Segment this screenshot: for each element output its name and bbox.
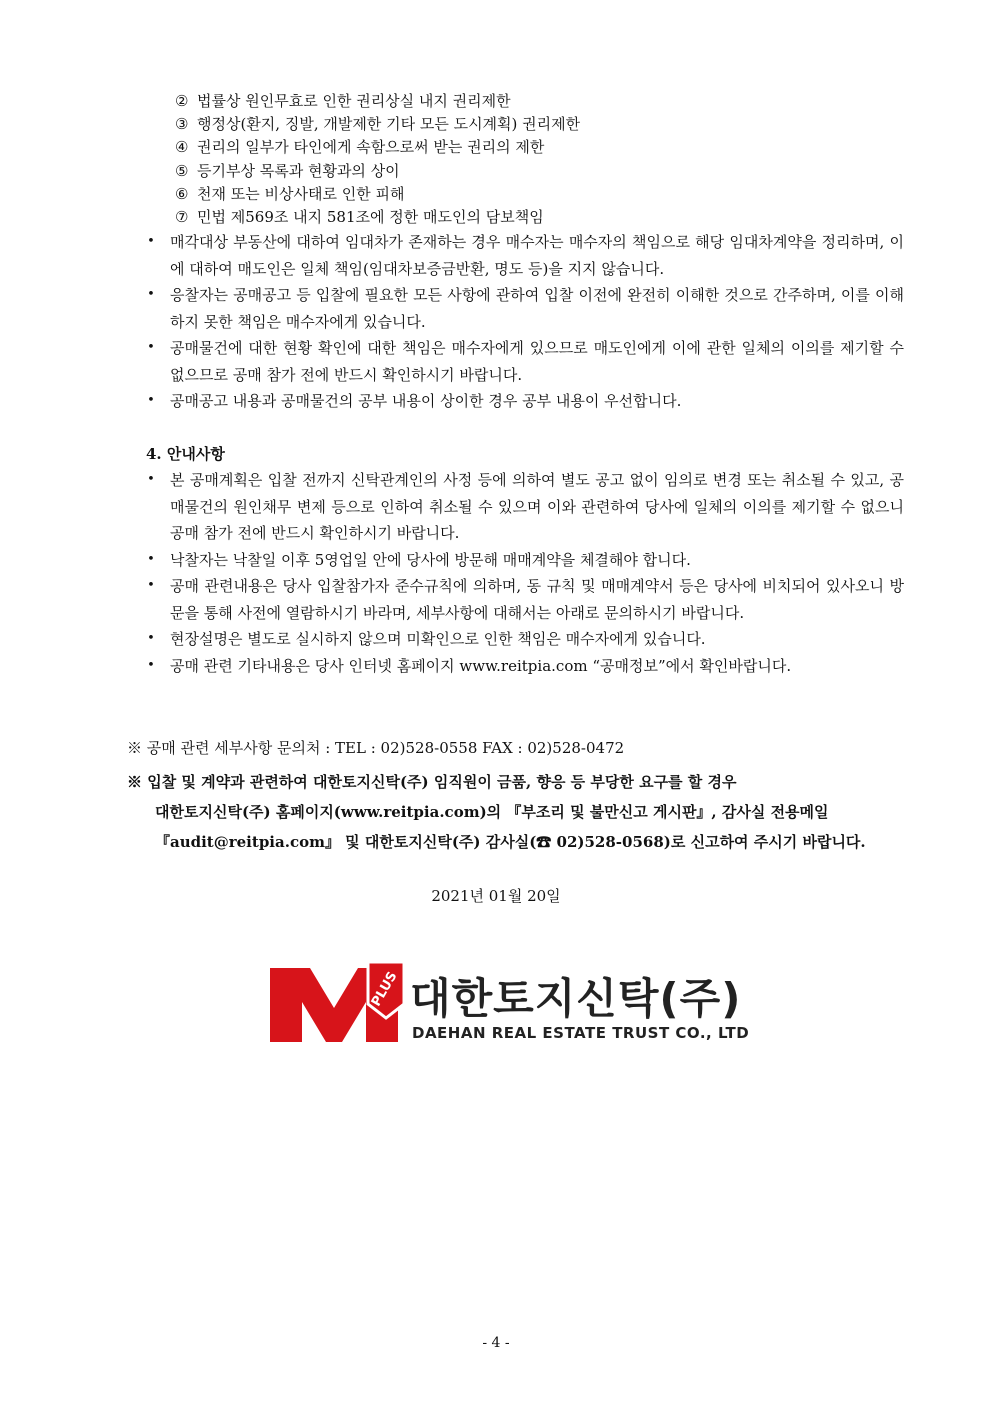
- item-text: 권리의 일부가 타인에게 속함으로써 받는 권리의 제한: [197, 138, 545, 157]
- item-text: 법률상 원인무효로 인한 권리상실 내지 권리제한: [197, 92, 511, 110]
- list-item: [175, 206, 875, 229]
- notice-line: 『audit@reitpia.com』 및 대한토지신탁(주) 감사실(☎ 02)528-0568)로 신고하여 주시기 바랍니다.: [155, 833, 866, 851]
- bullet-text: 공매물건에 대한 현황 확인에 대한 책임은 매수자에게 있으므로 매도인에게 이에 관한 일체의 이의를 제기할 수 없으므로 공매 참가 전에 반드시 확인하시기 바랍니다.: [170, 339, 904, 384]
- item-number: ③: [175, 115, 189, 134]
- bullet-item: [144, 282, 904, 335]
- document-date: 2021년 01월 20일: [431, 887, 561, 905]
- bullet-item: [144, 467, 904, 547]
- item-number: ④: [175, 138, 189, 157]
- notice-line: ※ 입찰 및 계약과 관련하여 대한토지신탁(주) 임직원이 금품, 향응 등 부당한 요구를 할 경우: [127, 773, 737, 791]
- bullet-text: 공매공고 내용과 공매물건의 공부 내용이 상이한 경우 공부 내용이 우선합니다.: [170, 392, 682, 410]
- bullet-item: [144, 653, 904, 680]
- item-number: ⑤: [175, 161, 189, 180]
- page-number: - 4 -: [482, 1335, 510, 1351]
- list-item: [175, 160, 875, 183]
- list-item: [175, 113, 875, 136]
- bullet-text: 현장설명은 별도로 실시하지 않으며 미확인으로 인한 책임은 매수자에게 있습니다.: [170, 630, 706, 648]
- bullet-icon: •: [147, 287, 155, 302]
- notice-line: 대한토지신탁(주) 홈페이지(www.reitpia.com)의 『부조리 및 불만신고 게시판』, 감사실 전용메일: [155, 803, 829, 821]
- item-number: ⑥: [175, 184, 189, 203]
- misconduct-notice: [127, 767, 897, 857]
- bullet-item: [144, 626, 904, 653]
- bullet-text: 공매 관련 기타내용은 당사 인터넷 홈페이지 www.reitpia.com “공매정보”에서 확인바랍니다.: [170, 656, 792, 675]
- bullet-icon: •: [147, 393, 155, 408]
- bullet-icon: •: [147, 472, 155, 487]
- item-number: ②: [175, 92, 189, 110]
- bullet-item: [144, 547, 904, 574]
- bullet-icon: •: [147, 657, 155, 673]
- bullet-text: 응찰자는 공매공고 등 입찰에 필요한 모든 사항에 관하여 입찰 이전에 완전히 이해한 것으로 간주하며, 이를 이해하지 못한 책임은 매수자에게 있습니다.: [170, 286, 904, 331]
- bullet-text: 낙찰자는 낙찰일 이후 5영업일 안에 당사에 방문해 매매계약을 체결해야 합니다.: [170, 550, 691, 569]
- conditions-bullet-list: [144, 229, 904, 415]
- list-item: [175, 136, 875, 159]
- bullet-icon: •: [147, 340, 155, 355]
- bullet-item: [144, 335, 904, 388]
- bullet-icon: •: [147, 578, 155, 593]
- list-item: [175, 183, 875, 206]
- bullet-item: [144, 573, 904, 626]
- item-text: 행정상(환지, 징발, 개발제한 기타 모든 도시계획) 권리제한: [197, 115, 581, 134]
- bullet-item: [144, 388, 904, 415]
- company-name-korean: 대한토지신탁(주): [410, 974, 742, 1023]
- bullet-icon: •: [147, 234, 155, 249]
- list-item: [175, 90, 875, 113]
- bullet-text: 공매 관련내용은 당사 입찰참가자 준수규칙에 의하며, 동 규칙 및 매매계약서 등은 당사에 비치되어 있사오니 방문을 통해 사전에 열람하시기 바라며, 세부사항에 대해서는 아래로 문의하시기 바랍니다.: [170, 577, 904, 622]
- notice-bullet-list: [144, 467, 904, 679]
- bullet-icon: •: [147, 551, 155, 567]
- item-text: 천재 또는 비상사태로 인한 피해: [197, 184, 405, 203]
- section-heading: 4. 안내사항: [146, 445, 225, 463]
- bullet-text: 매각대상 부동산에 대하여 임대차가 존재하는 경우 매수자는 매수자의 책임으로 해당 임대차계약을 정리하며, 이에 대하여 매도인은 일체 책임(임대차보증금반환, 명도 등)을 지지 않습니다.: [170, 233, 904, 278]
- item-text: 민법 제569조 내지 581조에 정한 매도인의 담보책임: [197, 207, 544, 226]
- item-text: 등기부상 목록과 현황과의 상이: [197, 161, 400, 180]
- bullet-icon: •: [147, 631, 155, 646]
- bullet-item: [144, 229, 904, 282]
- contact-info: ※ 공매 관련 세부사항 문의처 : TEL : 02)528-0558 FAX : 02)528-0472: [127, 739, 625, 757]
- bullet-text: 본 공매계획은 입찰 전까지 신탁관계인의 사정 등에 의하여 별도 공고 없이 임의로 변경 또는 취소될 수 있고, 공매물건의 원인채무 변제 등으로 인하여 취소될 수 있으며 이와 관련하여 당사에 일체의 이의를 제기할 수 없으니 공매 참가 전에 반드시 확인하시기 바랍니다.: [170, 471, 904, 542]
- plus-badge-text: PLUS: [368, 969, 401, 1010]
- numbered-list: [175, 90, 875, 229]
- item-number: ⑦: [175, 207, 189, 226]
- company-name-english: DAEHAN REAL ESTATE TRUST CO., LTD: [412, 1024, 750, 1042]
